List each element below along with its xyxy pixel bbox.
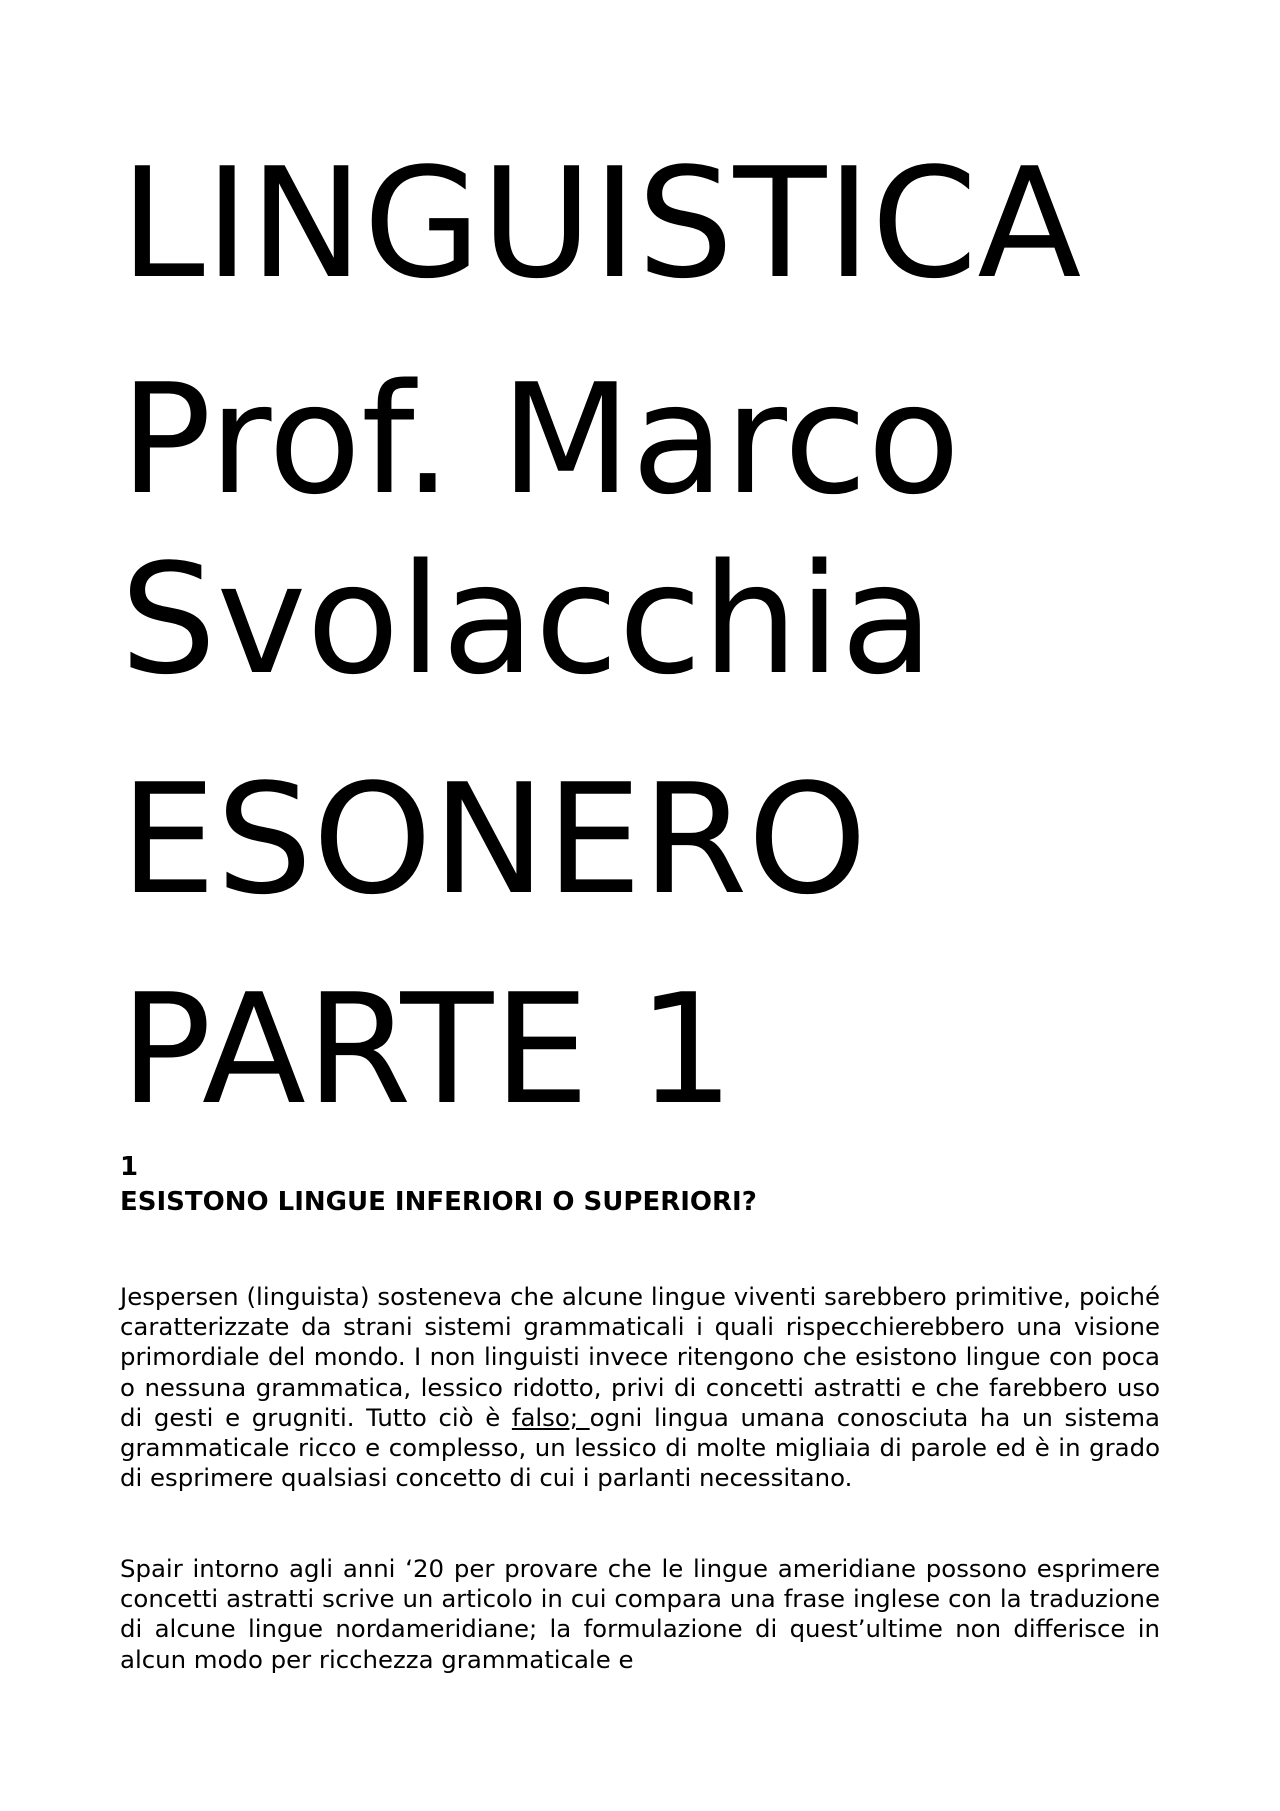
document-page — [120, 0, 1160, 1811]
paragraph-jespersen — [120, 1282, 1160, 1493]
paragraph-sapir: Spair intorno agli anni ‘20 per provare che le lingue ameridiane possono esprimere concetti astratti scrive un articolo in cui compara una frase inglese con la traduzione di alcune lingue nordameridiane; la formulazione di quest’ultime non differisce in alcun modo per ricchezza grammaticale e — [120, 1554, 1160, 1674]
paragraph-text-before: Jespersen (linguista) sosteneva che alcune lingue viventi sarebbero primitive, poiché caratterizzate da strani sistemi grammaticali i quali rispecchierebbero una visione primordiale del mondo. I non linguisti invece ritengono che esistono lingue con poca o nessuna grammatica, lessico ridotto, privi di concetti astratti e che farebbero uso di gesti e grugniti. Tutto ciò è — [120, 1282, 1160, 1432]
section-heading: ESISTONO LINGUE INFERIORI O SUPERIORI? — [120, 1187, 757, 1217]
underlined-word: falso; — [511, 1402, 590, 1432]
paragraph-text-after: ogni lingua umana conosciuta ha un sistema grammaticale ricco e complesso, un lessico di molte migliaia di parole ed è in grado di esprimere qualsiasi concetto di cui i parlanti necessitano. — [120, 1402, 1160, 1493]
title-line-subject: LINGUISTICA — [120, 135, 1082, 312]
section-number: 1 — [120, 1152, 139, 1182]
title-line-exam: ESONERO — [120, 751, 868, 928]
title-line-professor: Prof. Marco — [120, 351, 961, 528]
title-line-part: PARTE 1 — [120, 961, 735, 1138]
title-line-surname: Svolacchia — [120, 531, 934, 708]
